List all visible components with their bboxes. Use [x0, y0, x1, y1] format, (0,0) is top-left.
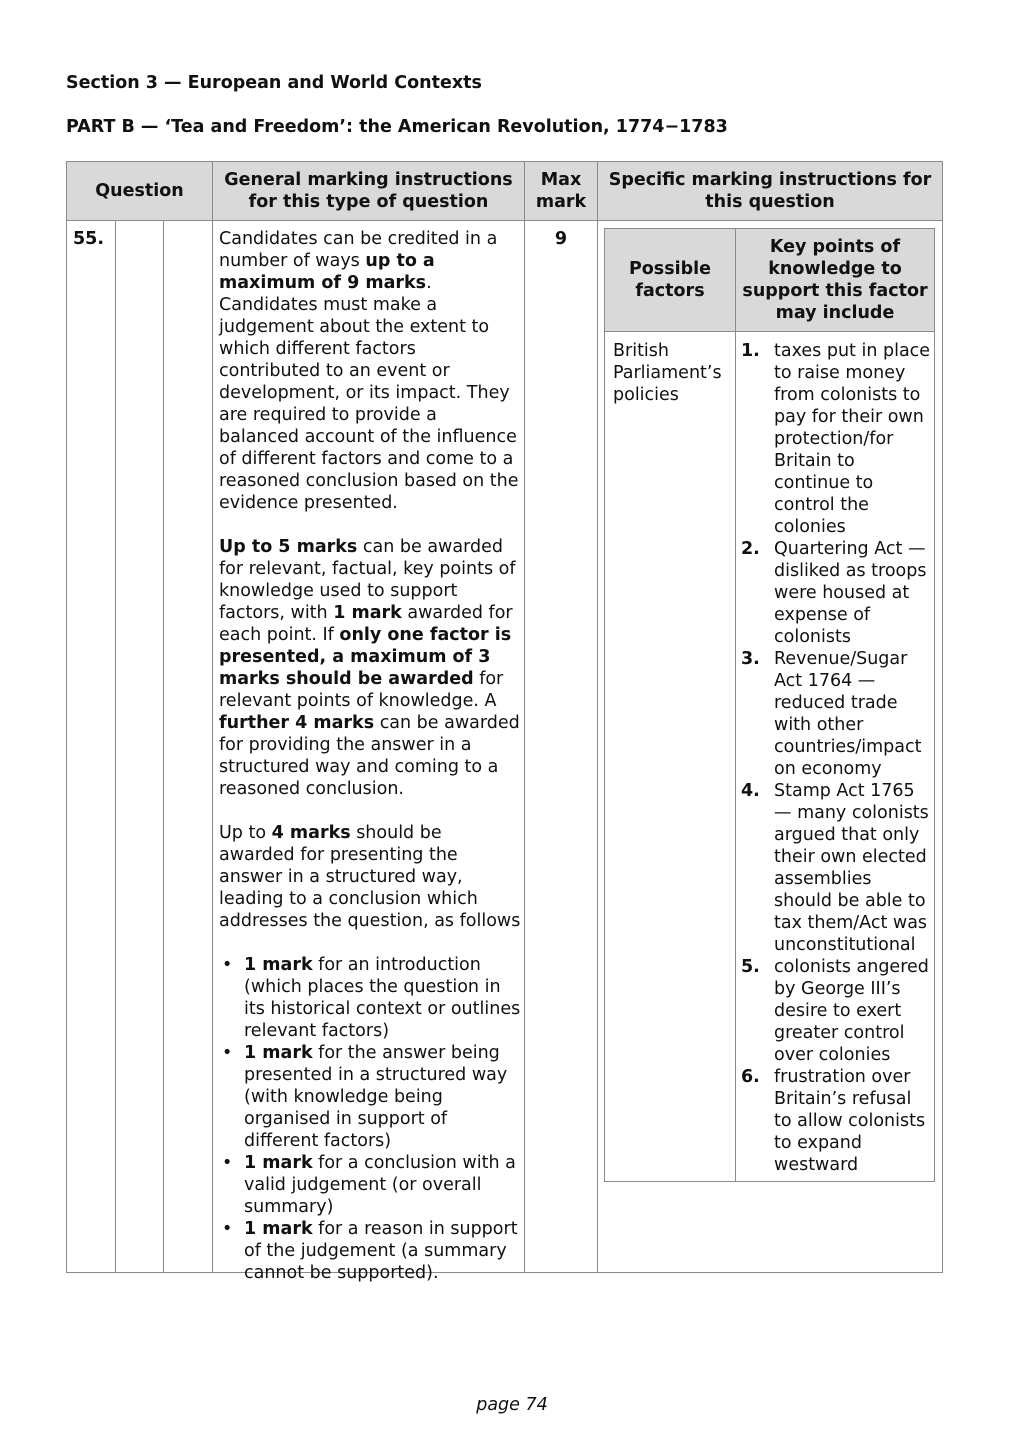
key-point-item: 2. Quartering Act — disliked as troops were housed at expense of colonists — [741, 539, 927, 647]
general-paragraph-1: Candidates can be credited in a number of ways up to a maximum of 9 marks. Candidates must make a judgement about the extent to which different factors contributed to an event or development, or its impact. They are required to provide a balanced account of the influence of different factors and come to a reasoned conclusion based on the evidence presented. — [219, 229, 519, 513]
column-divider-general — [524, 161, 525, 1273]
factor-name: British Parliament’s policies — [613, 341, 722, 405]
structure-mark-item: • 1 mark for the answer being presented in a structured way (with knowledge being organised in support of different factors) — [219, 1042, 521, 1152]
column-divider-max-mark — [597, 161, 598, 1273]
general-instructions — [219, 228, 521, 1284]
key-point-item: 6. frustration over Britain’s refusal to allow colonists to expand westward — [741, 1067, 926, 1175]
question-subdivider-2 — [163, 221, 164, 1273]
key-point-item: 5. colonists angered by George III’s desire to exert greater control over colonies — [741, 957, 929, 1065]
header-question: Question — [95, 181, 184, 201]
max-mark-value: 9 — [554, 229, 568, 249]
key-point-item: 3. Revenue/Sugar Act 1764 — reduced trade with other countries/impact on economy — [741, 649, 922, 779]
structure-marks-list — [219, 954, 521, 1284]
question-number: 55. — [73, 229, 105, 249]
structure-mark-item: • 1 mark for an introduction (which places the question in its historical context or outlines relevant factors) — [219, 954, 521, 1042]
structure-mark-item: • 1 mark for a conclusion with a valid judgement (or overall summary) — [219, 1152, 521, 1218]
question-subdivider-1 — [115, 221, 116, 1273]
key-points-list — [741, 340, 933, 1176]
general-paragraph-3: Up to 4 marks should be awarded for presenting the answer in a structured way, leading to a conclusion which addresses the question, as follows — [219, 823, 521, 931]
inner-column-divider — [735, 228, 736, 1182]
section-heading: Section 3 — European and World Contexts — [66, 73, 482, 93]
part-heading: PART B — ‘Tea and Freedom’: the American Revolution, 1774−1783 — [66, 117, 728, 137]
key-point-item: 1. taxes put in place to raise money from colonists to pay for their own protection/for Britain to continue to control the colonies — [741, 341, 931, 537]
header-divider — [66, 220, 943, 221]
header-possible-factors: Possible factors — [628, 259, 712, 301]
header-key-points: Key points of knowledge to support this factor may include — [742, 237, 928, 323]
header-max-mark: Max mark — [535, 170, 587, 212]
column-divider-question — [212, 161, 213, 1273]
structure-mark-item: • 1 mark for a reason in support of the judgement (a summary cannot be supported). — [219, 1218, 521, 1284]
key-point-item: 4. Stamp Act 1765 — many colonists argued that only their own elected assemblies should be able to tax them/Act was unconstitutional — [741, 781, 929, 955]
page-number: page 74 — [476, 1395, 548, 1415]
header-general-instructions: General marking instructions for this type of question — [224, 170, 513, 212]
inner-header-divider — [604, 331, 935, 332]
header-specific-instructions: Specific marking instructions for this question — [608, 170, 932, 212]
general-paragraph-2: Up to 5 marks can be awarded for relevant, factual, key points of knowledge used to support factors, with 1 mark awarded for each point. If only one factor is presented, a maximum of 3 marks should be awarded for relevant points of knowledge. A further 4 marks can be awarded for providing the answer in a structured way and coming to a reasoned conclusion. — [219, 537, 520, 799]
